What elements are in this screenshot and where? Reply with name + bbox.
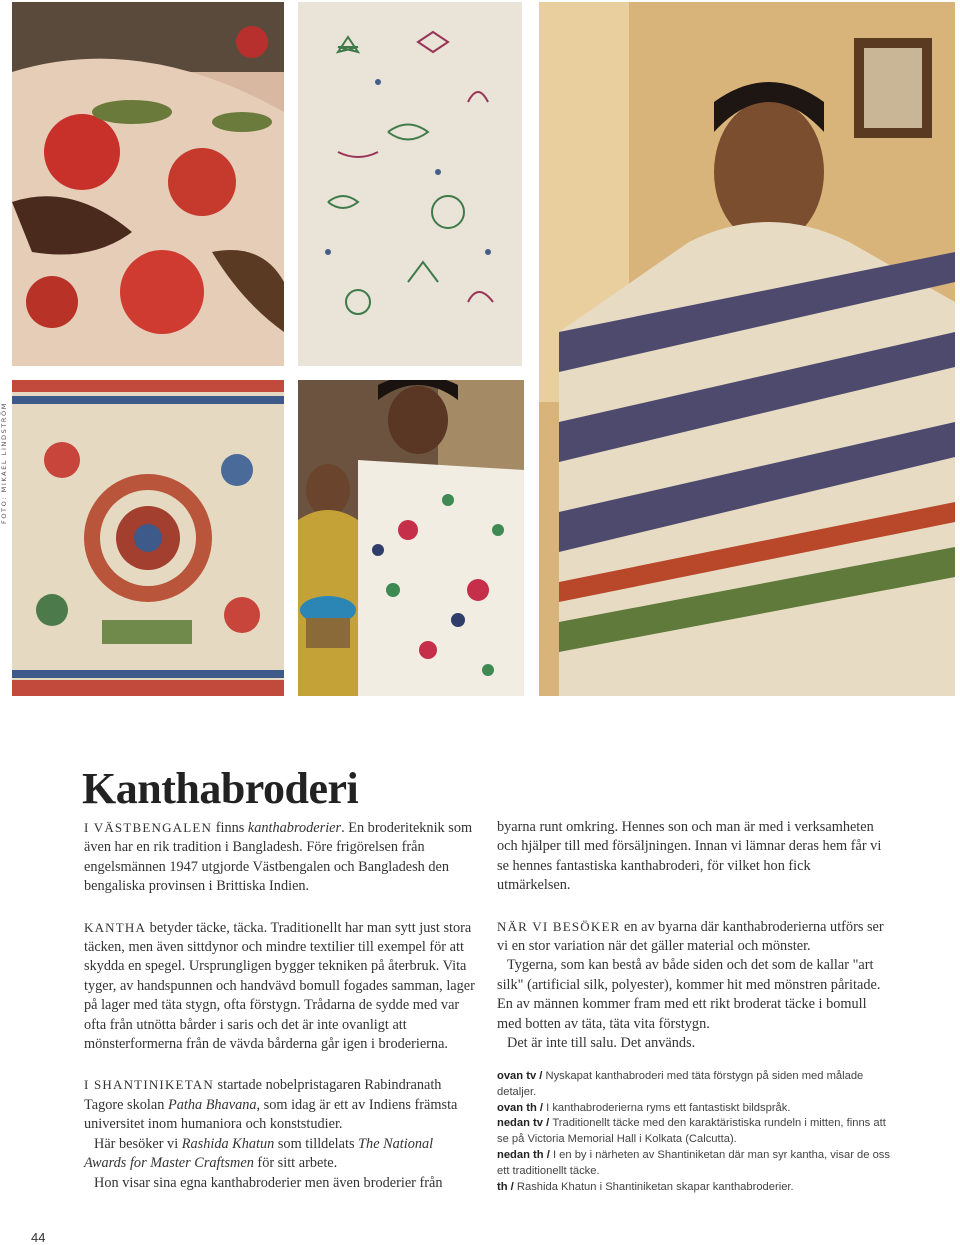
photo-traditional-quilt-medallion [12,380,284,696]
paragraph: Här besöker vi Rashida Khatun som tilldelats The National Awards for Master Craftsmen för sitt arbete. [84,1135,434,1172]
article-left-column [84,818,476,1193]
paragraph: Tygerna, som kan bestå av både siden och det som de kallar "art silk" (artificial silk, polyester), kommer hit med mönstren påritade. En av männen kommer fram med ett rikt broderat täcke i bomull med botten av täta, täta vita förstygn. [497,957,881,1032]
caption: ovan tv / Nyskapat kanthabroderi med täta förstygn på siden med målade detaljer. [497,1070,864,1098]
paragraph: I VÄSTBENGALEN finns kanthabroderier. En broderiteknik som även har en rik tradition i Bangladesh. Före frigörelsen från engelsmännen 1947 utgjorde Västbengalen och Bangladesh den bengaliska provinsen i Brittiska Indien. [84,820,473,895]
photo-white-kantha-motifs [298,2,522,366]
page-number: 44 [31,1230,46,1245]
paragraph: byarna runt omkring. Hennes son och man är med i verksamheten och hjälper till med försäljningen. Innan vi lämnar deras hem får vi se hennes fantastiska kanthabroderi, för vilket hon fick utmärkelsen. [497,819,882,894]
paragraph: NÄR VI BESÖKER en av byarna där kanthabroderierna utförs ser vi en stor variation när det gäller material och mönster. [497,918,884,955]
article-right-column [497,818,887,1053]
paragraph: Det är inte till salu. Det används. [507,1035,696,1052]
paragraph: I SHANTINIKETAN startade nobelpristagaren Rabindranath Tagore skolan Patha Bhavana, som idag är ett av Indiens främsta universitet inom humaniora och konststudier. [84,1077,458,1133]
photo-villagers-showing-quilt [298,380,524,696]
page-title: Kanthabroderi [82,764,359,814]
photo-rashida-khatun-portrait [539,2,955,696]
photo-credit: FOTO: MIKAEL LINDSTRÖM [0,402,8,524]
paragraph: KANTHA betyder täcke, täcka. Traditionellt har man sytt just stora täcken, men även sittdynor och mindre textilier till exempel för att skydda en spegel. Ursprungligen bygger tekniken på återbruk. Vita tyger, av handspunnen och handvävd bomull fogades samman, lager på lager med täta stygn, ofta förstygn. Trådarna de sydde med var ofta från utnötta bårder i saris och det är inte ovanligt att mönsterformerna från de vävda bårderna går igen i broderierna. [84,919,475,1053]
paragraph: Hon visar sina egna kanthabroderier men även broderier från [94,1174,443,1191]
photo-captions [497,1069,892,1195]
photo-red-floral-embroidery [12,2,284,366]
caption: th / Rashida Khatun i Shantiniketan skapar kanthabroderier. [497,1180,794,1193]
caption: nedan th / I en by i närheten av Shantiniketan där man syr kantha, visar de oss ett traditionellt täcke. [497,1148,890,1177]
caption: nedan tv / Traditionellt täcke med den karaktäristiska rundeln i mitten, finns att se på Victoria Memorial Hall i Kolkata (Calcutta). [497,1117,886,1146]
caption: ovan th / I kanthabroderierna ryms ett fantastiskt bildspråk. [497,1101,791,1114]
